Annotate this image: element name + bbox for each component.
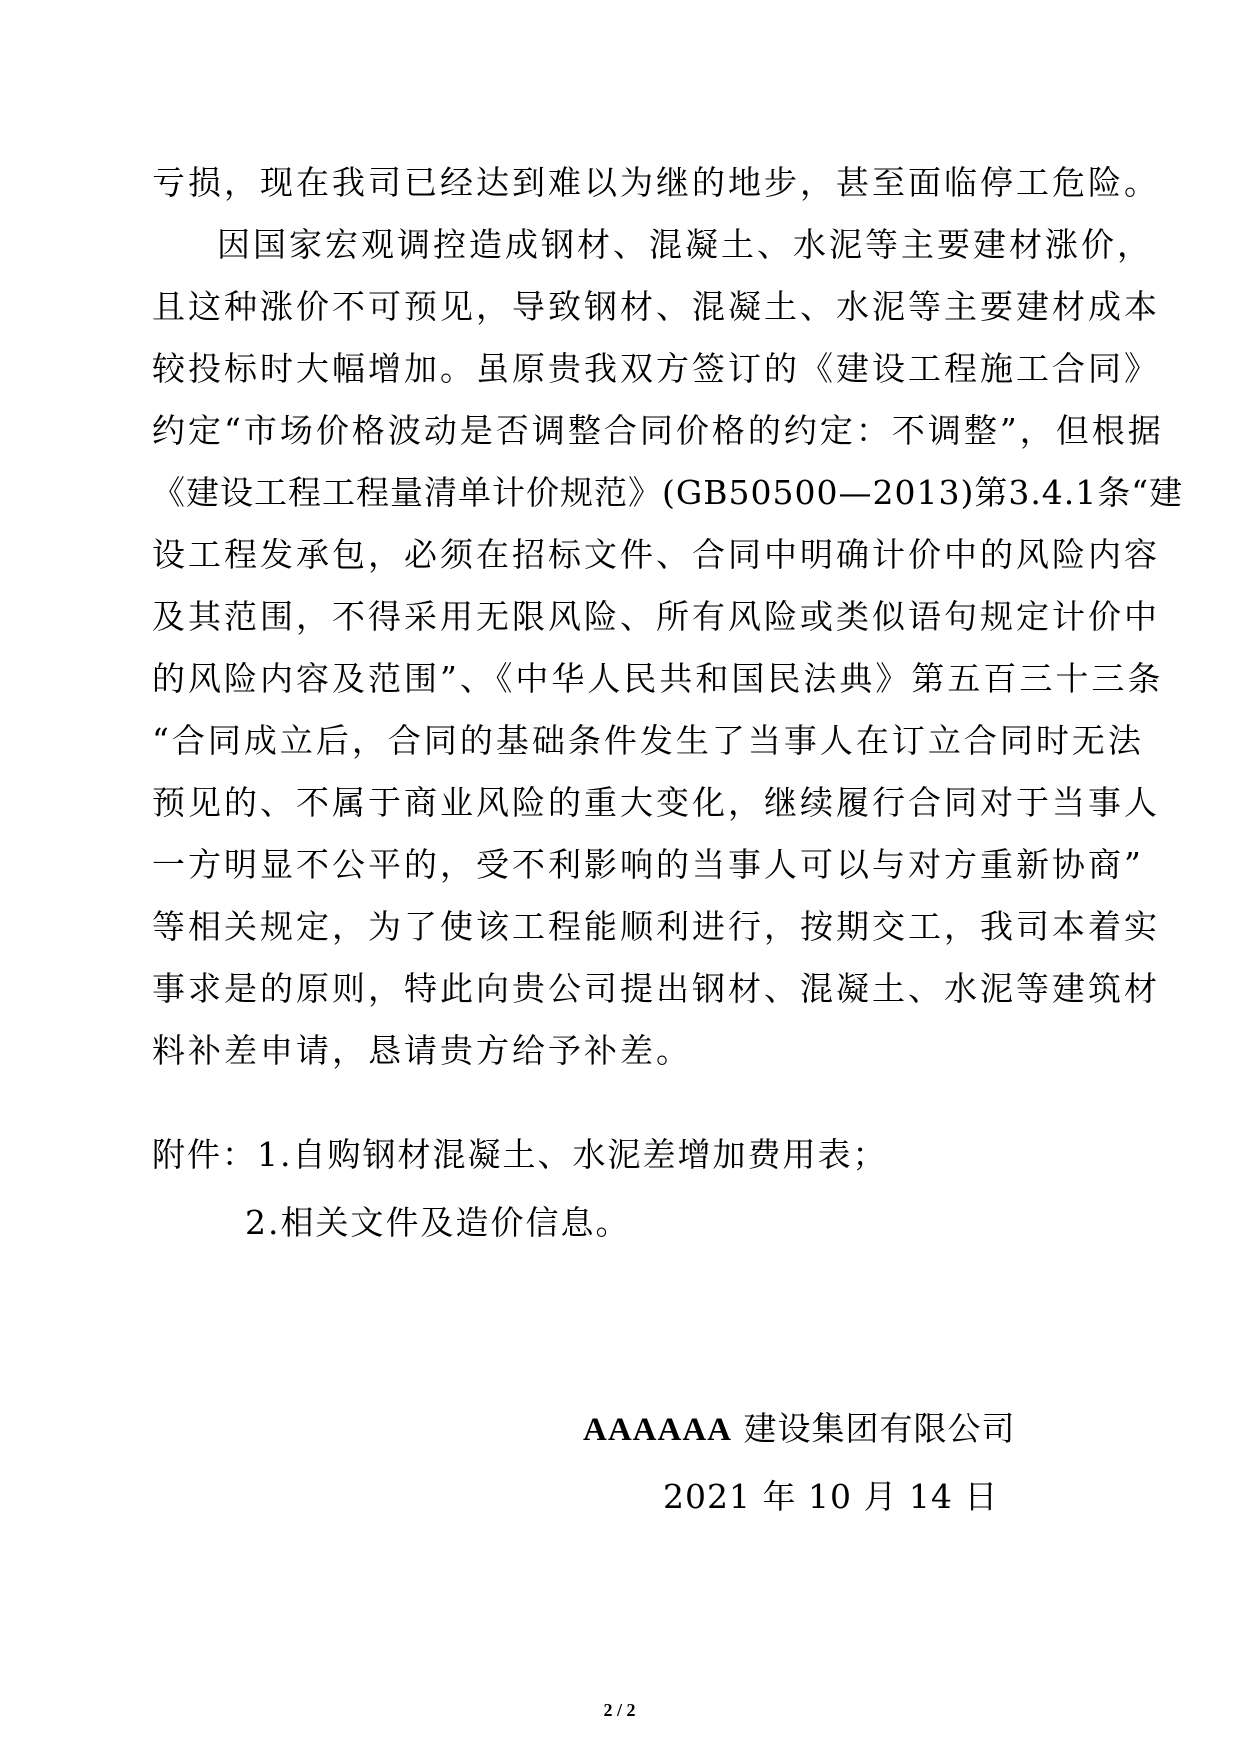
- paragraph-line: 因国家宏观调控造成钢材、混凝土、水泥等主要建材涨价，: [217, 225, 1153, 264]
- paragraph-line: 约定“市场价格波动是否调整合同价格的约定：不调整”，但根据: [152, 411, 1164, 450]
- paragraph-line: 一方明显不公平的，受不利影响的当事人可以与对方重新协商”: [152, 845, 1144, 884]
- paragraph-line: 设工程发承包，必须在招标文件、合同中明确计价中的风险内容: [152, 535, 1160, 574]
- paragraph-line: 事求是的原则，特此向贵公司提出钢材、混凝土、水泥等建筑材: [152, 969, 1160, 1008]
- paragraph-line: 且这种涨价不可预见，导致钢材、混凝土、水泥等主要建材成本: [152, 287, 1160, 326]
- company-name-rest: 建设集团有限公司: [743, 1409, 1016, 1448]
- company-name-bold: AAAAAA: [583, 1412, 732, 1448]
- paragraph-line: “合同成立后，合同的基础条件发生了当事人在订立合同时无法: [152, 721, 1144, 760]
- paragraph-line: 等相关规定，为了使该工程能顺利进行，按期交工，我司本着实: [152, 907, 1160, 946]
- attachment-item-1: 附件：1.自购钢材混凝土、水泥差增加费用表；: [152, 1135, 888, 1174]
- signature-date: 2021 年 10 月 14 日: [663, 1477, 999, 1516]
- paragraph-line: 亏损，现在我司已经达到难以为继的地步，甚至面临停工危险。: [152, 163, 1160, 202]
- paragraph-line: 预见的、不属于商业风险的重大变化，继续履行合同对于当事人: [152, 783, 1160, 822]
- attachment-item-2: 2.相关文件及造价信息。: [245, 1203, 631, 1242]
- paragraph-line: 料补差申请，恳请贵方给予补差。: [152, 1031, 692, 1070]
- paragraph-line: 的风险内容及范围”、《中华人民共和国民法典》第五百三十三条: [152, 659, 1164, 698]
- page-number: 2 / 2: [603, 1700, 636, 1720]
- company-signature: [583, 1409, 1016, 1450]
- paragraph-line: 较投标时大幅增加。虽原贵我双方签订的《建设工程施工合同》: [152, 349, 1160, 388]
- paragraph-line: 《建设工程工程量清单计价规范》(GB50500—2013)第3.4.1条“建: [152, 473, 1184, 512]
- paragraph-line: 及其范围，不得采用无限风险、所有风险或类似语句规定计价中: [152, 597, 1160, 636]
